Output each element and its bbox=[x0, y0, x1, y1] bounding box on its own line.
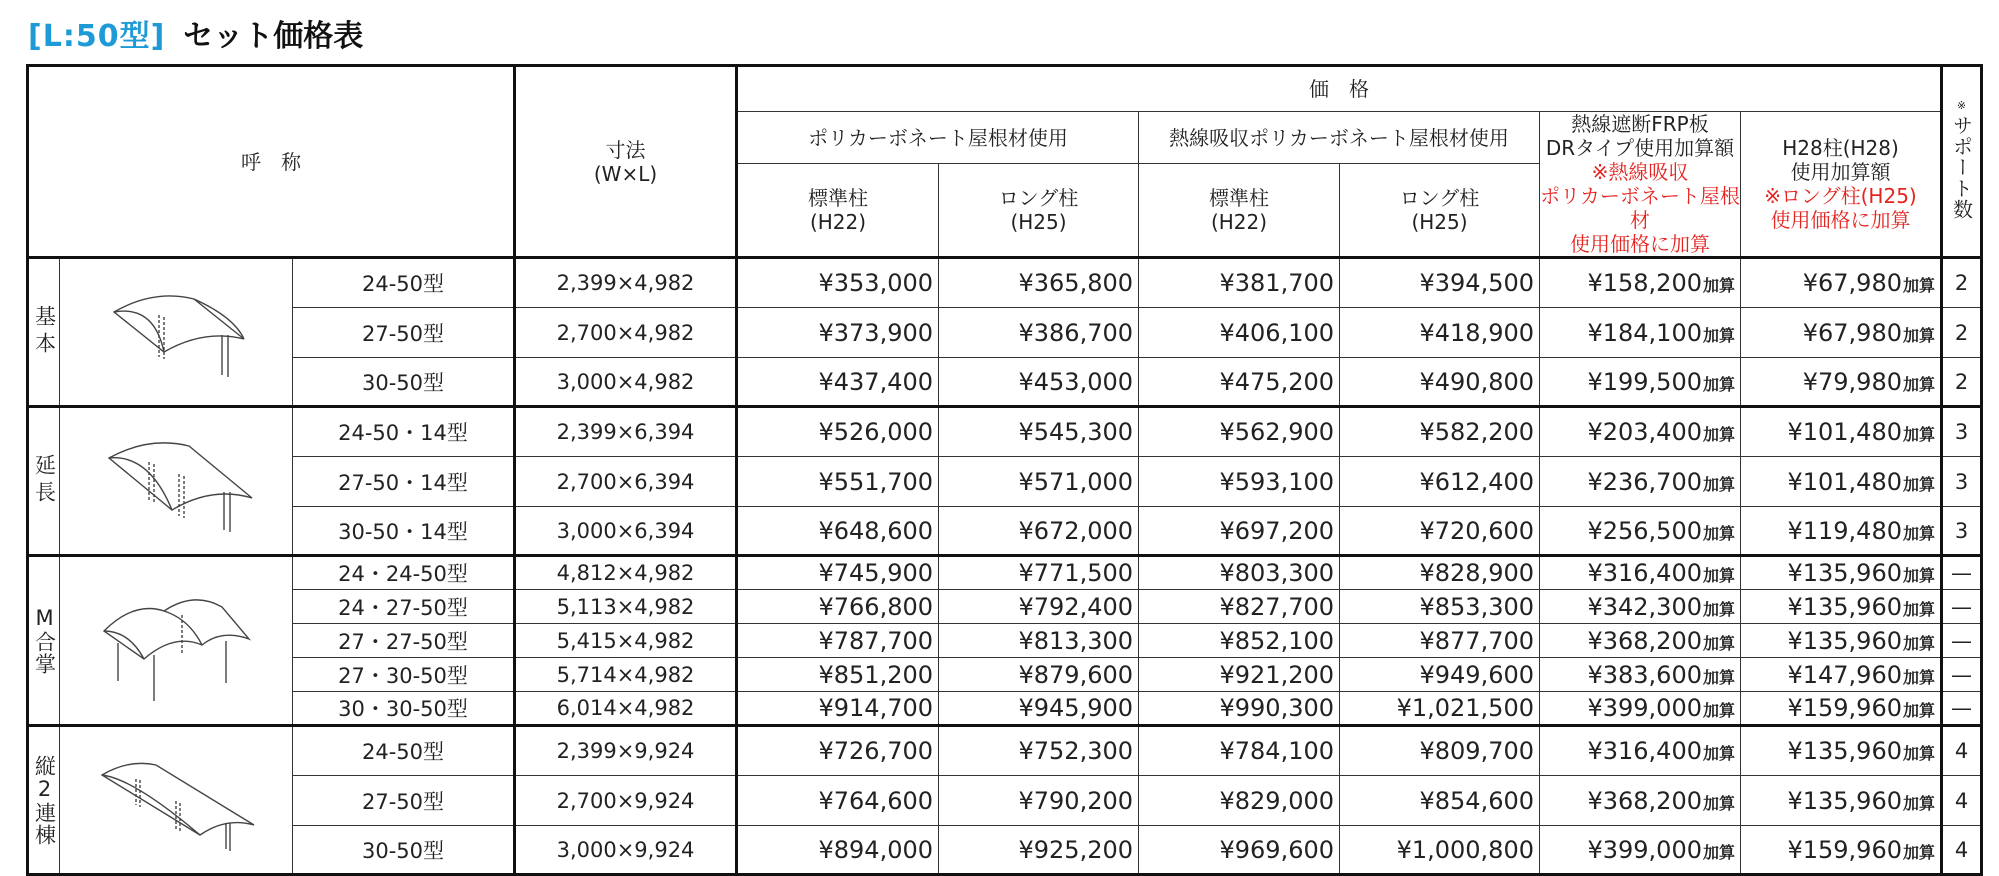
support-count: — bbox=[1942, 556, 1982, 590]
group-label: 基本 bbox=[32, 305, 57, 359]
frp-add-price bbox=[1540, 776, 1741, 826]
h28-add-price bbox=[1741, 726, 1942, 776]
header-poly-text: ポリカーボネート屋根材使用 bbox=[808, 125, 1068, 150]
price-p4: ¥828,900 bbox=[1340, 556, 1540, 590]
price-p1: ¥766,800 bbox=[737, 590, 939, 624]
header-support bbox=[1942, 66, 1982, 258]
price-p3: ¥475,200 bbox=[1139, 358, 1340, 407]
price-p1: ¥648,600 bbox=[737, 507, 939, 556]
model-name: 24-50型 bbox=[293, 258, 515, 308]
add-unit: 加算 bbox=[1702, 793, 1735, 813]
add-unit: 加算 bbox=[1702, 599, 1735, 619]
header-poly-std-line2: (H22) bbox=[809, 210, 867, 235]
group-label-cell bbox=[28, 258, 60, 407]
h28-add-price bbox=[1741, 507, 1942, 556]
model-name: 27・27-50型 bbox=[293, 624, 515, 658]
price-p2: ¥792,400 bbox=[939, 590, 1139, 624]
add-unit: 加算 bbox=[1702, 842, 1735, 862]
dimensions: 5,714×4,982 bbox=[515, 658, 737, 692]
price-p4: ¥854,600 bbox=[1340, 776, 1540, 826]
model-name: 30-50型 bbox=[293, 358, 515, 407]
h28-add-price bbox=[1741, 358, 1942, 407]
h28-add-price bbox=[1741, 776, 1942, 826]
price-p4: ¥582,200 bbox=[1340, 407, 1540, 457]
price-p4: ¥809,700 bbox=[1340, 726, 1540, 776]
frp-add-value: ¥203,400 bbox=[1587, 418, 1702, 446]
h28-add-value: ¥135,960 bbox=[1787, 737, 1902, 765]
model-name: 24・24-50型 bbox=[293, 556, 515, 590]
support-count: 3 bbox=[1942, 507, 1982, 556]
add-unit: 加算 bbox=[1902, 276, 1935, 295]
header-poly-std-line1: 標準柱 bbox=[808, 186, 868, 211]
support-count: — bbox=[1942, 624, 1982, 658]
price-p2: ¥365,800 bbox=[939, 258, 1139, 308]
single-carport-icon bbox=[60, 277, 292, 387]
frp-add-value: ¥316,400 bbox=[1587, 559, 1702, 587]
header-heat-std-line2: (H22) bbox=[1210, 210, 1268, 235]
support-count: 3 bbox=[1942, 457, 1982, 507]
add-unit: 加算 bbox=[1702, 374, 1735, 394]
frp-add-price bbox=[1540, 358, 1741, 407]
frp-add-price bbox=[1540, 726, 1741, 776]
add-unit: 加算 bbox=[1902, 599, 1935, 619]
h28-add-value: ¥135,960 bbox=[1787, 592, 1902, 621]
h28-add-value: ¥135,960 bbox=[1787, 786, 1902, 815]
frp-add-price bbox=[1540, 308, 1741, 358]
group-label: 延長 bbox=[32, 454, 57, 508]
frp-add-price bbox=[1540, 407, 1741, 457]
add-unit: 加算 bbox=[1902, 633, 1935, 653]
h28-add-value: ¥101,480 bbox=[1787, 418, 1902, 446]
price-p4: ¥853,300 bbox=[1340, 590, 1540, 624]
add-unit: 加算 bbox=[1902, 425, 1935, 444]
add-unit: 加算 bbox=[1902, 667, 1935, 687]
header-heat bbox=[1139, 112, 1540, 164]
header-h28 bbox=[1741, 112, 1942, 258]
header-heat-long bbox=[1340, 164, 1540, 258]
add-unit: 加算 bbox=[1702, 474, 1735, 494]
header-poly-std bbox=[737, 164, 939, 258]
price-p4: ¥418,900 bbox=[1340, 308, 1540, 358]
h28-add-price bbox=[1741, 692, 1942, 726]
h28-add-price bbox=[1741, 556, 1942, 590]
header-price bbox=[737, 66, 1942, 112]
price-p4: ¥612,400 bbox=[1340, 457, 1540, 507]
header-frp-note3: 使用価格に加算 bbox=[1570, 232, 1710, 256]
support-count: 4 bbox=[1942, 826, 1982, 875]
price-p1: ¥353,000 bbox=[737, 258, 939, 308]
price-p2: ¥790,200 bbox=[939, 776, 1139, 826]
support-count: 4 bbox=[1942, 776, 1982, 826]
header-heat-text: 熱線吸収ポリカーボネート屋根材使用 bbox=[1169, 125, 1509, 150]
header-name bbox=[28, 66, 515, 258]
h28-add-value: ¥159,960 bbox=[1787, 694, 1902, 722]
price-p2: ¥545,300 bbox=[939, 407, 1139, 457]
header-frp bbox=[1540, 112, 1741, 258]
price-p1: ¥764,600 bbox=[737, 776, 939, 826]
frp-add-value: ¥342,300 bbox=[1587, 592, 1702, 621]
price-p4: ¥1,000,800 bbox=[1340, 826, 1540, 875]
table-row bbox=[28, 407, 1982, 457]
frp-add-value: ¥256,500 bbox=[1587, 516, 1702, 545]
add-unit: 加算 bbox=[1902, 701, 1935, 720]
support-count: 4 bbox=[1942, 726, 1982, 776]
price-p2: ¥453,000 bbox=[939, 358, 1139, 407]
table-row bbox=[28, 258, 1982, 308]
dimensions: 3,000×9,924 bbox=[515, 826, 737, 875]
support-count: 2 bbox=[1942, 358, 1982, 407]
price-p2: ¥925,200 bbox=[939, 826, 1139, 875]
frp-add-price bbox=[1540, 692, 1741, 726]
add-unit: 加算 bbox=[1902, 474, 1935, 494]
support-count: 2 bbox=[1942, 258, 1982, 308]
frp-add-value: ¥236,700 bbox=[1587, 467, 1702, 496]
dimensions: 3,000×6,394 bbox=[515, 507, 737, 556]
price-p1: ¥726,700 bbox=[737, 726, 939, 776]
group-image-cell bbox=[60, 258, 293, 407]
price-p1: ¥787,700 bbox=[737, 624, 939, 658]
price-p3: ¥406,100 bbox=[1139, 308, 1340, 358]
support-note-mark: ※ bbox=[1956, 98, 1967, 112]
header-h28-line1: H28柱(H28) bbox=[1782, 136, 1899, 160]
header-poly-long-line2: (H25) bbox=[1010, 210, 1067, 235]
price-p2: ¥672,000 bbox=[939, 507, 1139, 556]
price-p3: ¥803,300 bbox=[1139, 556, 1340, 590]
model-name: 24・27-50型 bbox=[293, 590, 515, 624]
model-name: 24-50型 bbox=[293, 726, 515, 776]
dimensions: 5,415×4,982 bbox=[515, 624, 737, 658]
support-count: — bbox=[1942, 692, 1982, 726]
price-table bbox=[26, 64, 1983, 876]
price-p2: ¥571,000 bbox=[939, 457, 1139, 507]
frp-add-value: ¥316,400 bbox=[1587, 737, 1702, 765]
header-heat-std bbox=[1139, 164, 1340, 258]
price-p4: ¥394,500 bbox=[1340, 258, 1540, 308]
dimensions: 5,113×4,982 bbox=[515, 590, 737, 624]
table-row bbox=[28, 358, 1982, 407]
table-header bbox=[28, 66, 1982, 258]
price-p3: ¥852,100 bbox=[1139, 624, 1340, 658]
price-p1: ¥914,700 bbox=[737, 692, 939, 726]
dimensions: 2,700×9,924 bbox=[515, 776, 737, 826]
header-h28-line2: 使用加算額 bbox=[1790, 160, 1891, 184]
model-name: 27-50型 bbox=[293, 776, 515, 826]
price-p1: ¥373,900 bbox=[737, 308, 939, 358]
add-unit: 加算 bbox=[1902, 793, 1935, 813]
h28-add-price bbox=[1741, 407, 1942, 457]
model-name: 30-50・14型 bbox=[293, 507, 515, 556]
add-unit: 加算 bbox=[1702, 667, 1735, 687]
frp-add-price bbox=[1540, 556, 1741, 590]
header-frp-line1: 熱線遮断FRP板 bbox=[1571, 112, 1709, 136]
price-p1: ¥437,400 bbox=[737, 358, 939, 407]
frp-add-price bbox=[1540, 658, 1741, 692]
table-row bbox=[28, 590, 1982, 624]
dimensions: 2,399×4,982 bbox=[515, 258, 737, 308]
add-unit: 加算 bbox=[1902, 325, 1935, 345]
dimensions: 2,700×6,394 bbox=[515, 457, 737, 507]
frp-add-price bbox=[1540, 507, 1741, 556]
table-row bbox=[28, 826, 1982, 875]
frp-add-value: ¥399,000 bbox=[1587, 835, 1702, 864]
add-unit: 加算 bbox=[1702, 566, 1735, 585]
header-size bbox=[515, 66, 737, 258]
support-count: — bbox=[1942, 658, 1982, 692]
add-unit: 加算 bbox=[1902, 374, 1935, 394]
frp-add-value: ¥368,200 bbox=[1587, 786, 1702, 815]
header-heat-long-line1: ロング柱 bbox=[1399, 186, 1480, 211]
frp-add-price bbox=[1540, 826, 1741, 875]
add-unit: 加算 bbox=[1702, 701, 1735, 720]
header-frp-note1: ※熱線吸収 bbox=[1591, 160, 1689, 184]
header-heat-std-line1: 標準柱 bbox=[1209, 186, 1269, 211]
price-p2: ¥945,900 bbox=[939, 692, 1139, 726]
price-p3: ¥829,000 bbox=[1139, 776, 1340, 826]
m-gassho-carport-icon bbox=[60, 571, 292, 711]
price-p3: ¥990,300 bbox=[1139, 692, 1340, 726]
price-p1: ¥894,000 bbox=[737, 826, 939, 875]
price-p2: ¥813,300 bbox=[939, 624, 1139, 658]
h28-add-price bbox=[1741, 624, 1942, 658]
group-image-cell bbox=[60, 407, 293, 556]
add-unit: 加算 bbox=[1702, 744, 1735, 763]
header-frp-note2: ポリカーボネート屋根材 bbox=[1540, 184, 1740, 232]
table-row bbox=[28, 776, 1982, 826]
price-p4: ¥949,600 bbox=[1340, 658, 1540, 692]
price-p4: ¥720,600 bbox=[1340, 507, 1540, 556]
header-size-line2: (W×L) bbox=[593, 161, 658, 186]
price-p3: ¥593,100 bbox=[1139, 457, 1340, 507]
h28-add-price bbox=[1741, 658, 1942, 692]
price-p2: ¥879,600 bbox=[939, 658, 1139, 692]
h28-add-price bbox=[1741, 590, 1942, 624]
price-p2: ¥752,300 bbox=[939, 726, 1139, 776]
price-p2: ¥771,500 bbox=[939, 556, 1139, 590]
table-row bbox=[28, 556, 1982, 590]
header-h28-note1: ※ロング柱(H25) bbox=[1764, 184, 1917, 208]
frp-add-value: ¥399,000 bbox=[1587, 694, 1702, 722]
frp-add-price bbox=[1540, 624, 1741, 658]
table-row bbox=[28, 624, 1982, 658]
price-p4: ¥877,700 bbox=[1340, 624, 1540, 658]
dimensions: 6,014×4,982 bbox=[515, 692, 737, 726]
price-p1: ¥551,700 bbox=[737, 457, 939, 507]
header-h28-note2: 使用価格に加算 bbox=[1770, 208, 1911, 232]
header-poly-long-line1: ロング柱 bbox=[998, 186, 1079, 211]
price-p3: ¥381,700 bbox=[1139, 258, 1340, 308]
table-row bbox=[28, 308, 1982, 358]
price-p4: ¥490,800 bbox=[1340, 358, 1540, 407]
frp-add-price bbox=[1540, 457, 1741, 507]
group-label-cell bbox=[28, 726, 60, 875]
model-name: 24-50・14型 bbox=[293, 407, 515, 457]
dimensions: 2,399×6,394 bbox=[515, 407, 737, 457]
price-p3: ¥969,600 bbox=[1139, 826, 1340, 875]
extended-carport-icon bbox=[60, 426, 292, 536]
h28-add-value: ¥135,960 bbox=[1787, 559, 1902, 587]
price-p1: ¥851,200 bbox=[737, 658, 939, 692]
add-unit: 加算 bbox=[1702, 325, 1735, 345]
price-p4: ¥1,021,500 bbox=[1340, 692, 1540, 726]
group-label: M合掌 bbox=[32, 606, 57, 675]
group-label-cell bbox=[28, 407, 60, 556]
price-p2: ¥386,700 bbox=[939, 308, 1139, 358]
page-title bbox=[28, 14, 363, 60]
h28-add-value: ¥79,980 bbox=[1802, 367, 1902, 396]
model-name: 27-50・14型 bbox=[293, 457, 515, 507]
header-frp-line2: DRタイプ使用加算額 bbox=[1545, 136, 1735, 160]
header-poly-long bbox=[939, 164, 1139, 258]
header-name-text: 呼 称 bbox=[241, 149, 301, 174]
model-name: 27-50型 bbox=[293, 308, 515, 358]
table-row bbox=[28, 658, 1982, 692]
add-unit: 加算 bbox=[1702, 425, 1735, 444]
support-count: 3 bbox=[1942, 407, 1982, 457]
table-row bbox=[28, 726, 1982, 776]
h28-add-value: ¥67,980 bbox=[1802, 269, 1902, 297]
dimensions: 2,399×9,924 bbox=[515, 726, 737, 776]
add-unit: 加算 bbox=[1702, 523, 1735, 543]
frp-add-value: ¥199,500 bbox=[1587, 367, 1702, 396]
price-p3: ¥784,100 bbox=[1139, 726, 1340, 776]
group-image-cell bbox=[60, 556, 293, 726]
table-row bbox=[28, 507, 1982, 556]
frp-add-value: ¥158,200 bbox=[1587, 269, 1702, 297]
h28-add-value: ¥147,960 bbox=[1787, 660, 1902, 689]
model-name: 30・30-50型 bbox=[293, 692, 515, 726]
h28-add-value: ¥101,480 bbox=[1787, 467, 1902, 496]
header-price-text: 価 格 bbox=[1309, 77, 1369, 101]
model-name: 27・30-50型 bbox=[293, 658, 515, 692]
header-heat-long-line2: (H25) bbox=[1411, 210, 1468, 235]
add-unit: 加算 bbox=[1702, 633, 1735, 653]
support-count: — bbox=[1942, 590, 1982, 624]
title-text: セット価格表 bbox=[183, 19, 364, 54]
price-p3: ¥697,200 bbox=[1139, 507, 1340, 556]
dimensions: 4,812×4,982 bbox=[515, 556, 737, 590]
group-label-cell bbox=[28, 556, 60, 726]
h28-add-value: ¥119,480 bbox=[1787, 516, 1902, 545]
group-image-cell bbox=[60, 726, 293, 875]
dimensions: 3,000×4,982 bbox=[515, 358, 737, 407]
header-poly bbox=[737, 112, 1139, 164]
add-unit: 加算 bbox=[1902, 744, 1935, 763]
price-p3: ¥921,200 bbox=[1139, 658, 1340, 692]
add-unit: 加算 bbox=[1702, 276, 1735, 295]
h28-add-price bbox=[1741, 457, 1942, 507]
frp-add-value: ¥383,600 bbox=[1587, 660, 1702, 689]
price-p3: ¥827,700 bbox=[1139, 590, 1340, 624]
h28-add-value: ¥135,960 bbox=[1787, 626, 1902, 655]
add-unit: 加算 bbox=[1902, 523, 1935, 543]
add-unit: 加算 bbox=[1902, 566, 1935, 585]
h28-add-value: ¥67,980 bbox=[1802, 318, 1902, 347]
table-row bbox=[28, 692, 1982, 726]
dimensions: 2,700×4,982 bbox=[515, 308, 737, 358]
frp-add-price bbox=[1540, 258, 1741, 308]
header-size-line1: 寸法 bbox=[605, 137, 646, 162]
h28-add-price bbox=[1741, 826, 1942, 875]
frp-add-price bbox=[1540, 590, 1741, 624]
support-count: 2 bbox=[1942, 308, 1982, 358]
price-p1: ¥526,000 bbox=[737, 407, 939, 457]
h28-add-value: ¥159,960 bbox=[1787, 835, 1902, 864]
frp-add-value: ¥368,200 bbox=[1587, 626, 1702, 655]
price-p1: ¥745,900 bbox=[737, 556, 939, 590]
table-row bbox=[28, 457, 1982, 507]
frp-add-value: ¥184,100 bbox=[1587, 318, 1702, 347]
price-p3: ¥562,900 bbox=[1139, 407, 1340, 457]
tandem-carport-icon bbox=[60, 745, 292, 855]
group-label: 縦2連棟 bbox=[32, 754, 57, 846]
table-body bbox=[28, 258, 1982, 875]
add-unit: 加算 bbox=[1902, 842, 1935, 862]
model-tag: [L:50型] bbox=[28, 19, 166, 54]
model-name: 30-50型 bbox=[293, 826, 515, 875]
header-support-text: サポート数 bbox=[1949, 114, 1974, 220]
h28-add-price bbox=[1741, 308, 1942, 358]
h28-add-price bbox=[1741, 258, 1942, 308]
